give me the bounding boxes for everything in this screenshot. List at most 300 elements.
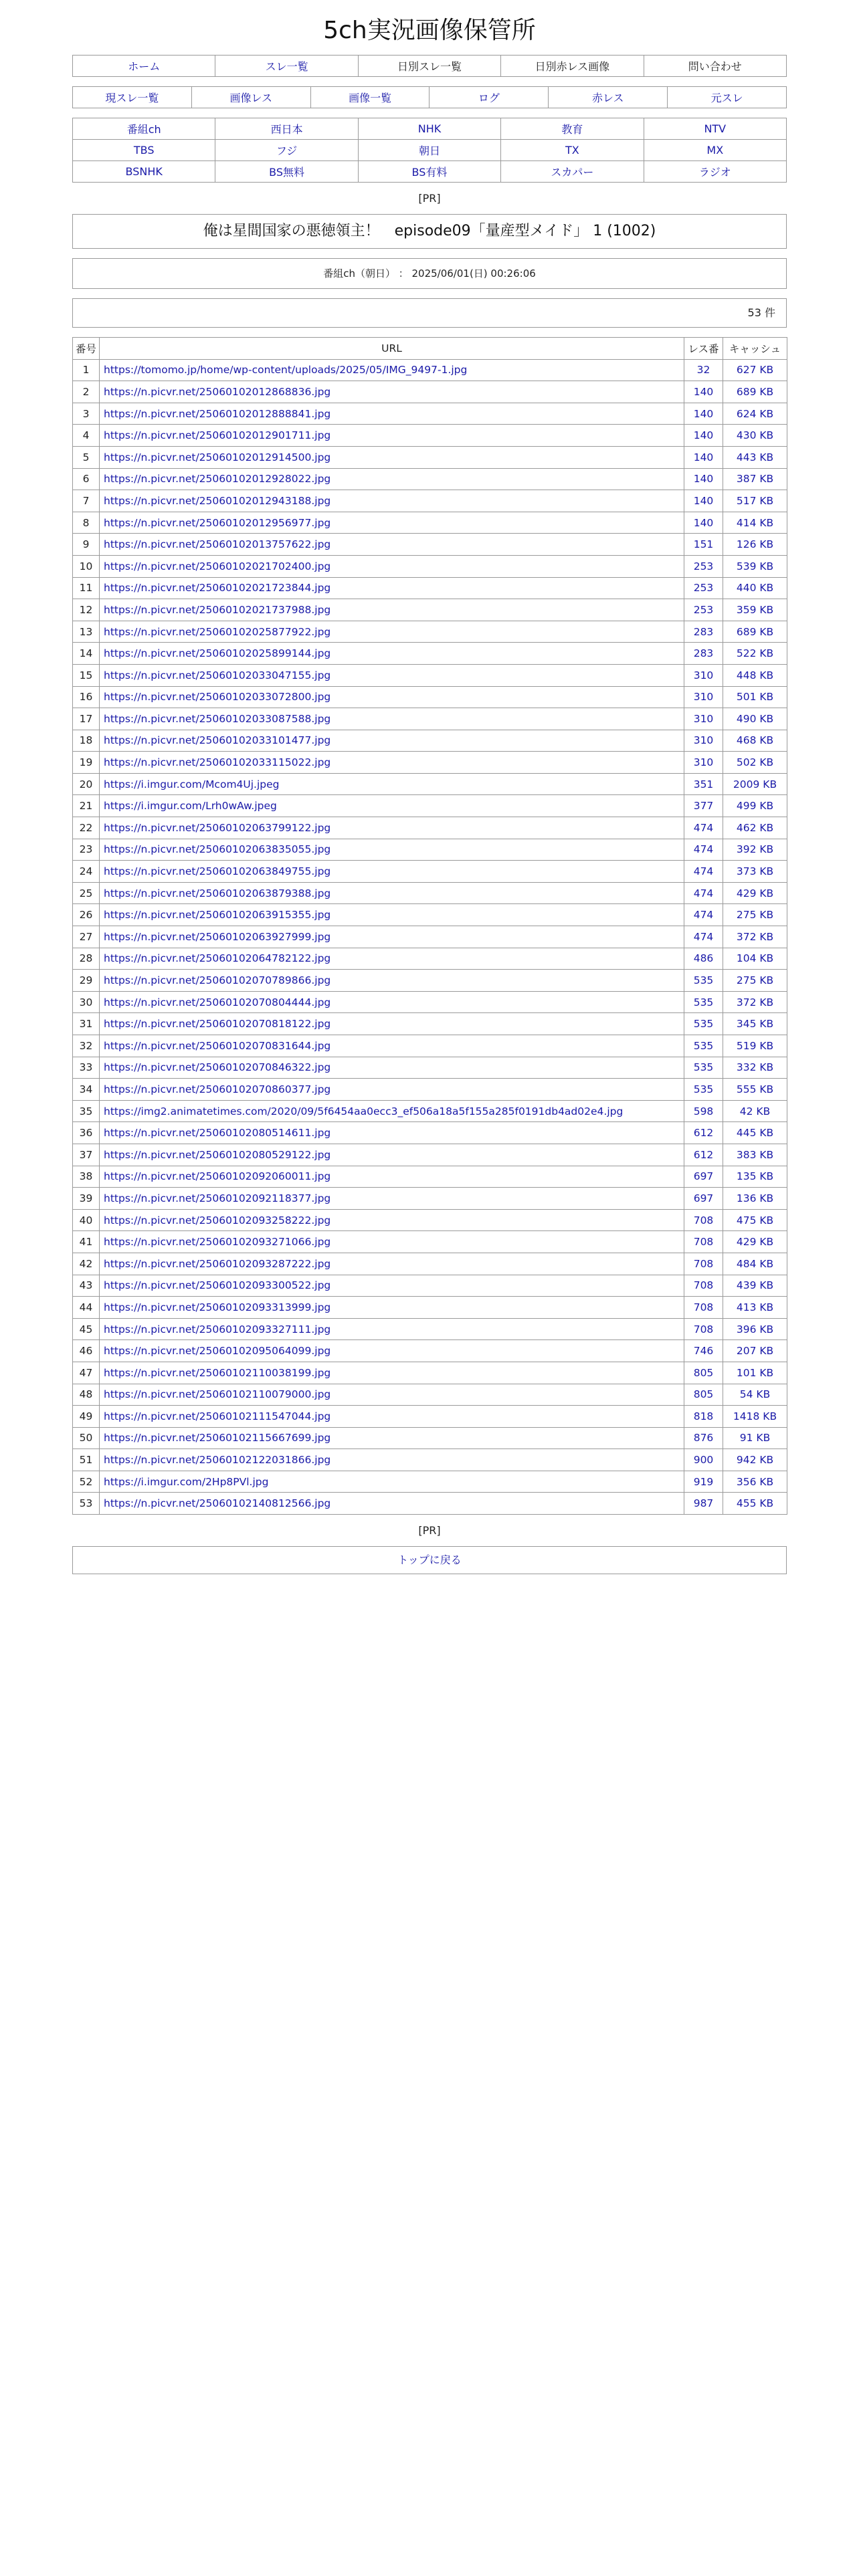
image-url-link[interactable]: https://n.picvr.net/25060102122031866.jpg [100, 1449, 684, 1471]
cache-size-link[interactable]: 135 KB [723, 1166, 787, 1188]
cache-size-link[interactable]: 136 KB [723, 1188, 787, 1210]
row-number: 8 [73, 512, 100, 534]
row-number: 25 [73, 882, 100, 904]
main-nav-row [73, 56, 787, 77]
image-url-link[interactable]: https://n.picvr.net/25060102093327111.jpg [100, 1318, 684, 1340]
image-url-link[interactable]: https://n.picvr.net/25060102093313999.jpg [100, 1297, 684, 1319]
row-number: 5 [73, 446, 100, 468]
cache-size-link[interactable]: 455 KB [723, 1493, 787, 1515]
res-number-link[interactable]: 876 [684, 1427, 723, 1449]
row-number: 19 [73, 752, 100, 774]
channel-link[interactable]: TBS [73, 140, 215, 161]
image-url-link[interactable]: https://n.picvr.net/25060102070789866.jpg [100, 970, 684, 992]
row-number: 43 [73, 1275, 100, 1297]
cache-size-link[interactable]: 356 KB [723, 1471, 787, 1493]
cache-size-link[interactable]: 468 KB [723, 730, 787, 752]
row-number: 2 [73, 381, 100, 403]
image-url-link[interactable]: https://n.picvr.net/25060102063879388.jpg [100, 882, 684, 904]
res-number-link[interactable]: 474 [684, 861, 723, 883]
res-number-link[interactable]: 535 [684, 1013, 723, 1035]
table-row [73, 381, 787, 403]
res-number-link[interactable]: 253 [684, 555, 723, 577]
table-row [73, 970, 787, 992]
image-url-link[interactable]: https://n.picvr.net/25060102025877922.jpg [100, 621, 684, 643]
table-row [73, 1427, 787, 1449]
row-number: 24 [73, 861, 100, 883]
table-row [73, 1406, 787, 1428]
res-number-link[interactable]: 535 [684, 1035, 723, 1057]
image-url-link[interactable]: https://i.imgur.com/2Hp8PVl.jpg [100, 1471, 684, 1493]
channel-link[interactable]: スカパー [501, 161, 644, 183]
table-row [73, 817, 787, 839]
cache-size-link[interactable]: 519 KB [723, 1035, 787, 1057]
row-number: 36 [73, 1122, 100, 1144]
table-row [73, 708, 787, 730]
cache-size-link[interactable]: 275 KB [723, 970, 787, 992]
row-number: 20 [73, 773, 100, 795]
row-number: 13 [73, 621, 100, 643]
channel-link[interactable]: BS無料 [215, 161, 358, 183]
table-row [73, 839, 787, 861]
image-url-link[interactable]: https://n.picvr.net/25060102012868836.jpg [100, 381, 684, 403]
cache-size-link[interactable]: 373 KB [723, 861, 787, 883]
image-url-link[interactable]: https://n.picvr.net/25060102033101477.jpg [100, 730, 684, 752]
cache-size-link[interactable]: 101 KB [723, 1362, 787, 1384]
table-row [73, 577, 787, 599]
res-number-link[interactable]: 708 [684, 1297, 723, 1319]
image-url-link[interactable]: https://n.picvr.net/25060102093271066.jpg [100, 1231, 684, 1253]
table-row [73, 1209, 787, 1231]
image-url-link[interactable]: https://n.picvr.net/25060102080529122.jpg [100, 1144, 684, 1166]
image-url-link[interactable]: https://n.picvr.net/25060102012943188.jpg [100, 490, 684, 512]
res-number-link[interactable]: 612 [684, 1122, 723, 1144]
res-number-link[interactable]: 746 [684, 1340, 723, 1362]
table-row [73, 1188, 787, 1210]
nav-row1-item[interactable]: 日別スレ一覧 [358, 56, 500, 77]
image-url-link[interactable]: https://n.picvr.net/25060102064782122.jpg [100, 948, 684, 970]
res-number-link[interactable]: 474 [684, 904, 723, 926]
row-number: 21 [73, 795, 100, 817]
nav-row2-item[interactable]: 画像レス [191, 87, 310, 108]
image-url-link[interactable]: https://n.picvr.net/25060102070831644.jpg [100, 1035, 684, 1057]
res-number-link[interactable]: 708 [684, 1318, 723, 1340]
cache-size-link[interactable]: 443 KB [723, 446, 787, 468]
table-row [73, 1275, 787, 1297]
table-row [73, 882, 787, 904]
cache-size-link[interactable]: 627 KB [723, 359, 787, 381]
row-number: 1 [73, 359, 100, 381]
table-row [73, 621, 787, 643]
pr-label-top: [PR] [418, 192, 441, 205]
res-number-link[interactable]: 535 [684, 991, 723, 1013]
image-url-link[interactable]: https://i.imgur.com/Mcom4Uj.jpeg [100, 773, 684, 795]
row-number: 35 [73, 1100, 100, 1122]
channel-row [73, 118, 787, 140]
image-url-link[interactable]: https://n.picvr.net/25060102013757622.jpg [100, 534, 684, 556]
table-row [73, 425, 787, 447]
image-url-link[interactable]: https://n.picvr.net/25060102063915355.jpg [100, 904, 684, 926]
cache-size-link[interactable]: 2009 KB [723, 773, 787, 795]
res-number-link[interactable]: 310 [684, 730, 723, 752]
channel-link[interactable]: 西日本 [215, 118, 358, 140]
nav-row2-item[interactable]: 現スレ一覧 [73, 87, 192, 108]
table-row [73, 861, 787, 883]
table-row [73, 664, 787, 686]
res-number-link[interactable]: 805 [684, 1362, 723, 1384]
image-url-link[interactable]: https://n.picvr.net/25060102092118377.jpg [100, 1188, 684, 1210]
nav-row2-item[interactable]: ログ [430, 87, 549, 108]
row-number: 28 [73, 948, 100, 970]
res-number-link[interactable]: 253 [684, 577, 723, 599]
cache-size-link[interactable]: 372 KB [723, 991, 787, 1013]
cache-size-link[interactable]: 490 KB [723, 708, 787, 730]
image-url-link[interactable]: https://n.picvr.net/25060102063849755.jpg [100, 861, 684, 883]
image-url-link[interactable]: https://n.picvr.net/25060102063927999.jpg [100, 926, 684, 948]
res-number-link[interactable]: 377 [684, 795, 723, 817]
row-number: 34 [73, 1079, 100, 1101]
cache-size-link[interactable]: 332 KB [723, 1057, 787, 1079]
res-number-link[interactable]: 310 [684, 686, 723, 708]
back-to-top-link[interactable]: トップに戻る [72, 1546, 787, 1574]
channel-link[interactable]: 朝日 [358, 140, 500, 161]
res-number-link[interactable]: 919 [684, 1471, 723, 1493]
channel-row [73, 161, 787, 183]
row-number: 42 [73, 1253, 100, 1275]
row-number: 15 [73, 664, 100, 686]
row-number: 3 [73, 403, 100, 425]
image-url-link[interactable]: https://n.picvr.net/25060102021702400.jpg [100, 555, 684, 577]
row-number: 41 [73, 1231, 100, 1253]
table-row [73, 730, 787, 752]
table-row [73, 1057, 787, 1079]
channel-link[interactable]: 教育 [501, 118, 644, 140]
row-number: 50 [73, 1427, 100, 1449]
image-url-link[interactable]: https://n.picvr.net/25060102115667699.jpg [100, 1427, 684, 1449]
cache-size-link[interactable]: 448 KB [723, 664, 787, 686]
res-number-link[interactable]: 474 [684, 839, 723, 861]
row-number: 29 [73, 970, 100, 992]
res-number-link[interactable]: 32 [684, 359, 723, 381]
table-row [73, 1122, 787, 1144]
header-cache: キャッシュ [723, 338, 787, 360]
res-number-link[interactable]: 283 [684, 621, 723, 643]
res-number-link[interactable]: 708 [684, 1275, 723, 1297]
image-url-link[interactable]: https://n.picvr.net/25060102070860377.jpg [100, 1079, 684, 1101]
image-url-link[interactable]: https://n.picvr.net/25060102033047155.jpg [100, 664, 684, 686]
row-number: 6 [73, 468, 100, 490]
image-url-link[interactable]: https://n.picvr.net/25060102111547044.jpg [100, 1406, 684, 1428]
res-number-link[interactable]: 598 [684, 1100, 723, 1122]
row-number: 45 [73, 1318, 100, 1340]
image-url-link[interactable]: https://n.picvr.net/25060102070846322.jpg [100, 1057, 684, 1079]
channel-link[interactable]: BSNHK [73, 161, 215, 183]
image-url-link[interactable]: https://n.picvr.net/25060102095064099.jpg [100, 1340, 684, 1362]
cache-size-link[interactable]: 413 KB [723, 1297, 787, 1319]
res-number-link[interactable]: 140 [684, 446, 723, 468]
res-number-link[interactable]: 805 [684, 1384, 723, 1406]
item-count: 53 件 [72, 298, 787, 328]
cache-size-link[interactable]: 484 KB [723, 1253, 787, 1275]
row-number: 26 [73, 904, 100, 926]
cache-size-link[interactable]: 539 KB [723, 555, 787, 577]
cache-size-link[interactable]: 440 KB [723, 577, 787, 599]
table-row [73, 752, 787, 774]
table-row [73, 1035, 787, 1057]
image-url-link[interactable]: https://n.picvr.net/25060102033072800.jpg [100, 686, 684, 708]
site-title[interactable]: 5ch実況画像保管所 [323, 17, 536, 44]
table-row [73, 1449, 787, 1471]
table-header-row [73, 338, 787, 360]
cache-size-link[interactable]: 207 KB [723, 1340, 787, 1362]
table-row [73, 1384, 787, 1406]
row-number: 46 [73, 1340, 100, 1362]
image-url-link[interactable]: https://n.picvr.net/25060102092060011.jpg [100, 1166, 684, 1188]
table-row [73, 1493, 787, 1515]
image-url-link[interactable]: https://n.picvr.net/25060102033115022.jpg [100, 752, 684, 774]
table-row [73, 1166, 787, 1188]
image-url-link[interactable]: https://n.picvr.net/25060102033087588.jpg [100, 708, 684, 730]
row-number: 53 [73, 1493, 100, 1515]
image-url-link[interactable]: https://n.picvr.net/25060102093300522.jpg [100, 1275, 684, 1297]
image-url-link[interactable]: https://n.picvr.net/25060102021723844.jpg [100, 577, 684, 599]
cache-size-link[interactable]: 689 KB [723, 381, 787, 403]
cache-size-link[interactable]: 383 KB [723, 1144, 787, 1166]
table-row [73, 555, 787, 577]
cache-size-link[interactable]: 392 KB [723, 839, 787, 861]
table-row [73, 773, 787, 795]
image-table [72, 337, 787, 1515]
cache-size-link[interactable]: 475 KB [723, 1209, 787, 1231]
table-row [73, 948, 787, 970]
cache-size-link[interactable]: 501 KB [723, 686, 787, 708]
res-number-link[interactable]: 708 [684, 1253, 723, 1275]
row-number: 7 [73, 490, 100, 512]
table-row [73, 1253, 787, 1275]
table-row [73, 1340, 787, 1362]
table-row [73, 1013, 787, 1035]
row-number: 10 [73, 555, 100, 577]
row-number: 38 [73, 1166, 100, 1188]
image-url-link[interactable]: https://n.picvr.net/25060102110079000.jpg [100, 1384, 684, 1406]
res-number-link[interactable]: 253 [684, 599, 723, 621]
image-url-link[interactable]: https://i.imgur.com/Lrh0wAw.jpeg [100, 795, 684, 817]
image-url-link[interactable]: https://n.picvr.net/25060102110038199.jpg [100, 1362, 684, 1384]
image-url-link[interactable]: https://n.picvr.net/25060102093258222.jpg [100, 1209, 684, 1231]
header-num: 番号 [73, 338, 100, 360]
row-number: 44 [73, 1297, 100, 1319]
table-row [73, 1362, 787, 1384]
table-row [73, 991, 787, 1013]
header-url: URL [100, 338, 684, 360]
cache-size-link[interactable]: 439 KB [723, 1275, 787, 1297]
image-url-link[interactable]: https://tomomo.jp/home/wp-content/uploads/2025/05/IMG_9497-1.jpg [100, 359, 684, 381]
cache-size-link[interactable]: 502 KB [723, 752, 787, 774]
cache-size-link[interactable]: 499 KB [723, 795, 787, 817]
image-url-link[interactable]: https://n.picvr.net/25060102025899144.jpg [100, 643, 684, 665]
cache-size-link[interactable]: 104 KB [723, 948, 787, 970]
row-number: 48 [73, 1384, 100, 1406]
cache-size-link[interactable]: 91 KB [723, 1427, 787, 1449]
table-row [73, 1318, 787, 1340]
image-url-link[interactable]: https://n.picvr.net/25060102070818122.jpg [100, 1013, 684, 1035]
cache-size-link[interactable]: 275 KB [723, 904, 787, 926]
res-number-link[interactable]: 486 [684, 948, 723, 970]
row-number: 22 [73, 817, 100, 839]
thread-nav-row [73, 87, 787, 108]
cache-size-link[interactable]: 517 KB [723, 490, 787, 512]
pr-label-bottom: [PR] [418, 1524, 441, 1537]
res-number-link[interactable]: 535 [684, 1079, 723, 1101]
cache-size-link[interactable]: 126 KB [723, 534, 787, 556]
res-number-link[interactable]: 310 [684, 664, 723, 686]
cache-size-link[interactable]: 387 KB [723, 468, 787, 490]
image-url-link[interactable]: https://n.picvr.net/25060102012914500.jpg [100, 446, 684, 468]
res-number-link[interactable]: 818 [684, 1406, 723, 1428]
res-number-link[interactable]: 535 [684, 970, 723, 992]
row-number: 32 [73, 1035, 100, 1057]
res-number-link[interactable]: 612 [684, 1144, 723, 1166]
channel-link[interactable]: NTV [644, 118, 786, 140]
nav-row1-item[interactable]: ホーム [73, 56, 215, 77]
res-number-link[interactable]: 535 [684, 1057, 723, 1079]
row-number: 30 [73, 991, 100, 1013]
res-number-link[interactable]: 140 [684, 381, 723, 403]
row-number: 47 [73, 1362, 100, 1384]
res-number-link[interactable]: 987 [684, 1493, 723, 1515]
nav-row2-item[interactable]: 赤レス [549, 87, 668, 108]
res-number-link[interactable]: 140 [684, 468, 723, 490]
res-number-link[interactable]: 310 [684, 708, 723, 730]
res-number-link[interactable]: 708 [684, 1231, 723, 1253]
row-number: 23 [73, 839, 100, 861]
image-url-link[interactable]: https://img2.animatetimes.com/2020/09/5f6454aa0ecc3_ef506a18a5f155a285f0191db4ad02e4.jpg [100, 1100, 684, 1122]
row-number: 9 [73, 534, 100, 556]
cache-size-link[interactable]: 414 KB [723, 512, 787, 534]
row-number: 18 [73, 730, 100, 752]
cache-size-link[interactable]: 555 KB [723, 1079, 787, 1101]
res-number-link[interactable]: 697 [684, 1166, 723, 1188]
cache-size-link[interactable]: 372 KB [723, 926, 787, 948]
cache-size-link[interactable]: 624 KB [723, 403, 787, 425]
header-res: レス番 [684, 338, 723, 360]
channel-link[interactable]: TX [501, 140, 644, 161]
res-number-link[interactable]: 283 [684, 643, 723, 665]
table-row [73, 1231, 787, 1253]
cache-size-link[interactable]: 345 KB [723, 1013, 787, 1035]
table-row [73, 468, 787, 490]
main-nav [72, 55, 787, 77]
res-number-link[interactable]: 900 [684, 1449, 723, 1471]
row-number: 4 [73, 425, 100, 447]
row-number: 49 [73, 1406, 100, 1428]
image-url-link[interactable]: https://n.picvr.net/25060102012901711.jpg [100, 425, 684, 447]
row-number: 11 [73, 577, 100, 599]
page-container [72, 0, 787, 1574]
row-number: 16 [73, 686, 100, 708]
channel-link[interactable]: ラジオ [644, 161, 786, 183]
image-url-link[interactable]: https://n.picvr.net/25060102093287222.jpg [100, 1253, 684, 1275]
channel-link[interactable]: MX [644, 140, 786, 161]
table-row [73, 686, 787, 708]
cache-size-link[interactable]: 429 KB [723, 882, 787, 904]
cache-size-link[interactable]: 1418 KB [723, 1406, 787, 1428]
cache-size-link[interactable]: 429 KB [723, 1231, 787, 1253]
image-url-link[interactable]: https://n.picvr.net/25060102070804444.jpg [100, 991, 684, 1013]
row-number: 51 [73, 1449, 100, 1471]
res-number-link[interactable]: 310 [684, 752, 723, 774]
row-number: 52 [73, 1471, 100, 1493]
cache-size-link[interactable]: 359 KB [723, 599, 787, 621]
res-number-link[interactable]: 697 [684, 1188, 723, 1210]
channel-link[interactable]: 番組ch [73, 118, 215, 140]
cache-size-link[interactable]: 522 KB [723, 643, 787, 665]
row-number: 27 [73, 926, 100, 948]
table-row [73, 926, 787, 948]
cache-size-link[interactable]: 445 KB [723, 1122, 787, 1144]
cache-size-link[interactable]: 430 KB [723, 425, 787, 447]
image-url-link[interactable]: https://n.picvr.net/25060102012928022.jpg [100, 468, 684, 490]
res-number-link[interactable]: 474 [684, 817, 723, 839]
image-url-link[interactable]: https://n.picvr.net/25060102012956977.jpg [100, 512, 684, 534]
res-number-link[interactable]: 474 [684, 882, 723, 904]
res-number-link[interactable]: 140 [684, 490, 723, 512]
nav-row1-item[interactable]: スレ一覧 [215, 56, 358, 77]
row-number: 39 [73, 1188, 100, 1210]
channel-link[interactable]: フジ [215, 140, 358, 161]
table-row [73, 403, 787, 425]
row-number: 12 [73, 599, 100, 621]
table-row [73, 512, 787, 534]
cache-size-link[interactable]: 689 KB [723, 621, 787, 643]
res-number-link[interactable]: 140 [684, 403, 723, 425]
image-url-link[interactable]: https://n.picvr.net/25060102012888841.jpg [100, 403, 684, 425]
thread-nav [72, 86, 787, 108]
res-number-link[interactable]: 474 [684, 926, 723, 948]
thread-title: 俺は星間国家の悪徳領主！ episode09「量産型メイド」 1 (1002) [72, 214, 787, 249]
channel-link[interactable]: BS有料 [358, 161, 500, 183]
res-number-link[interactable]: 151 [684, 534, 723, 556]
image-url-link[interactable]: https://n.picvr.net/25060102021737988.jpg [100, 599, 684, 621]
cache-size-link[interactable]: 462 KB [723, 817, 787, 839]
nav-row2-item[interactable]: 元スレ [668, 87, 787, 108]
nav-row1-item[interactable]: 問い合わせ [644, 56, 786, 77]
table-row [73, 795, 787, 817]
table-row [73, 490, 787, 512]
row-number: 14 [73, 643, 100, 665]
table-row [73, 599, 787, 621]
table-row [73, 1079, 787, 1101]
nav-row1-item[interactable]: 日別赤レス画像 [501, 56, 644, 77]
res-number-link[interactable]: 140 [684, 512, 723, 534]
image-url-link[interactable]: https://n.picvr.net/25060102080514611.jpg [100, 1122, 684, 1144]
cache-size-link[interactable]: 942 KB [723, 1449, 787, 1471]
res-number-link[interactable]: 140 [684, 425, 723, 447]
row-number: 17 [73, 708, 100, 730]
channel-nav [72, 118, 787, 183]
cache-size-link[interactable]: 396 KB [723, 1318, 787, 1340]
cache-size-link[interactable]: 54 KB [723, 1384, 787, 1406]
res-number-link[interactable]: 708 [684, 1209, 723, 1231]
image-url-link[interactable]: https://n.picvr.net/25060102063799122.jpg [100, 817, 684, 839]
image-url-link[interactable]: https://n.picvr.net/25060102140812566.jpg [100, 1493, 684, 1515]
nav-row2-item[interactable]: 画像一覧 [310, 87, 430, 108]
res-number-link[interactable]: 351 [684, 773, 723, 795]
row-number: 40 [73, 1209, 100, 1231]
channel-link[interactable]: NHK [358, 118, 500, 140]
image-url-link[interactable]: https://n.picvr.net/25060102063835055.jpg [100, 839, 684, 861]
table-row [73, 534, 787, 556]
cache-size-link[interactable]: 42 KB [723, 1100, 787, 1122]
